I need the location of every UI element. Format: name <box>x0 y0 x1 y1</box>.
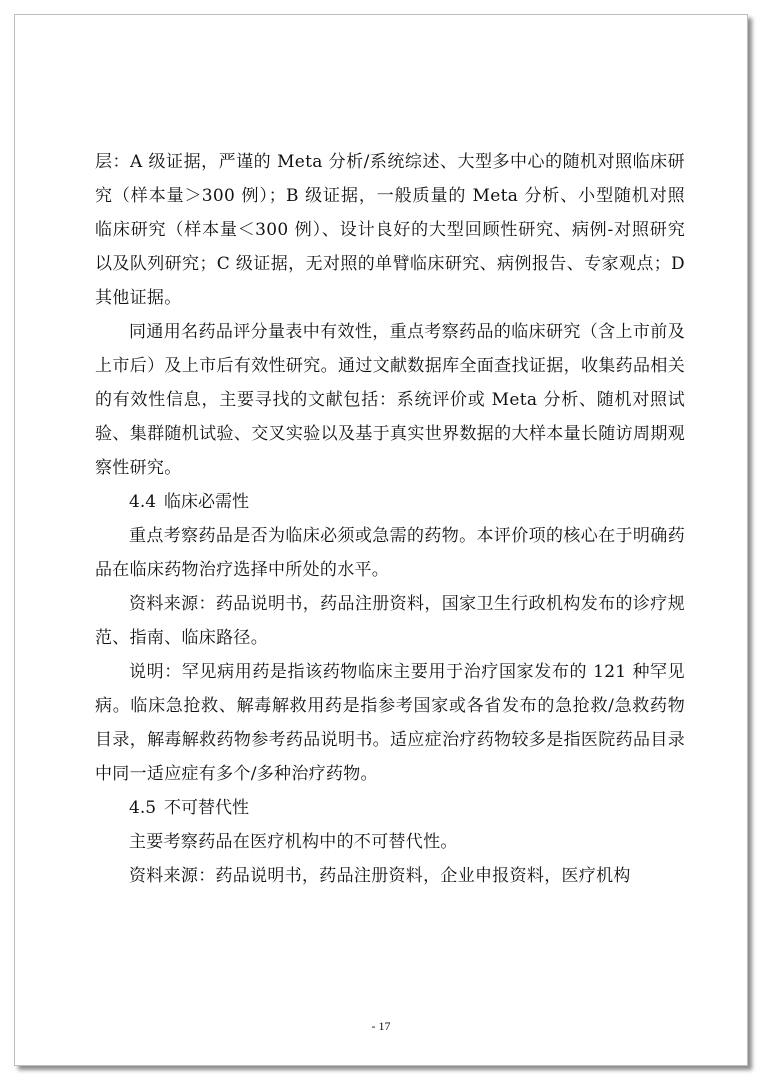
section-heading-4-4 <box>95 485 685 519</box>
page-content <box>95 145 685 893</box>
paragraph-irreplaceability: 主要考察药品在医疗机构中的不可替代性。 <box>129 832 458 852</box>
paragraph-necessity: 重点考察药品是否为临床必须或急需的药物。本评价项的核心在于明确药品在临床药物治疗选择中所处的水平。 <box>95 526 685 580</box>
paragraph-evidence-levels: 层：A 级证据，严谨的 Meta 分析/系统综述、大型多中心的随机对照临床研究（样本量＞300 例）；B 级证据，一般质量的 Meta 分析、小型随机对照临床研究（样本量＜300 例）、设计良好的大型回顾性研究、病例-对照研究以及队列研究；C 级证据，无对照的单臂临床研究、病例报告、专家观点；D 其他证据。 <box>95 152 685 308</box>
paragraph-data-source: 资料来源：药品说明书，药品注册资料，国家卫生行政机构发布的诊疗规范、指南、临床路径。 <box>95 594 685 648</box>
paragraph-efficacy: 同通用名药品评分量表中有效性，重点考察药品的临床研究（含上市前及上市后）及上市后有效性研究。通过文献数据库全面查找证据，收集药品相关的有效性信息，主要寻找的文献包括：系统评价或 Meta 分析、随机对照试验、集群随机试验、交叉实验以及基于真实世界数据的大样本量长随访周期观察性研究。 <box>95 322 685 478</box>
section-number: 4.4 <box>129 492 157 512</box>
page-number: - 17 <box>371 1019 391 1033</box>
section-title: 临床必需性 <box>164 492 250 512</box>
document-page <box>14 14 748 1066</box>
paragraph-data-source-2: 资料来源：药品说明书，药品注册资料，企业申报资料，医疗机构 <box>129 866 631 886</box>
section-title: 不可替代性 <box>164 798 250 818</box>
section-heading-4-5 <box>95 791 685 825</box>
section-number: 4.5 <box>129 798 157 818</box>
paragraph-explanation: 说明：罕见病用药是指该药物临床主要用于治疗国家发布的 121 种罕见病。临床急抢救、解毒解救用药是指参考国家或各省发布的急抢救/急救药物目录，解毒解救药物参考药品说明书。适应症治疗药物较多是指医院药品目录中同一适应症有多个/多种治疗药物。 <box>95 662 685 784</box>
